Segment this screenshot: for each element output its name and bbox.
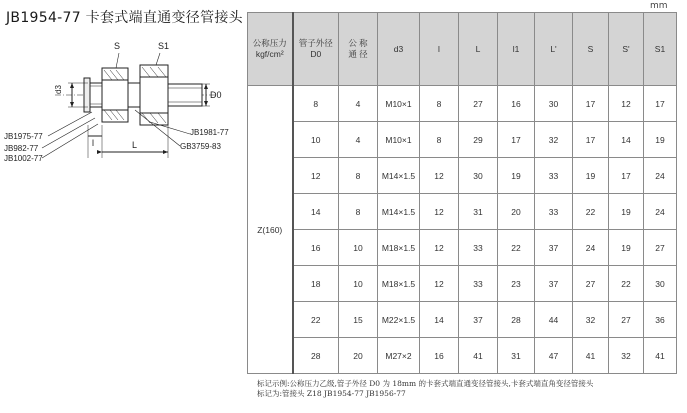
cell-l1: 19 bbox=[498, 158, 535, 194]
table-body bbox=[248, 86, 677, 374]
cell-od: 28 bbox=[293, 338, 339, 374]
cell-l1: 23 bbox=[498, 266, 535, 302]
fitting-drawing-svg bbox=[0, 28, 238, 188]
header-bore bbox=[339, 13, 378, 86]
header-pn-line1: 公称压力 bbox=[252, 38, 287, 48]
header-Lp: L' bbox=[535, 13, 573, 86]
cell-s: 27 bbox=[573, 266, 609, 302]
label-s1: S1 bbox=[158, 41, 170, 51]
cell-s1: 17 bbox=[644, 86, 677, 122]
table-header-row bbox=[248, 13, 677, 86]
cell-lp: 30 bbox=[535, 86, 573, 122]
cell-od: 8 bbox=[293, 86, 339, 122]
cell-lp: 37 bbox=[535, 230, 573, 266]
cell-lp: 33 bbox=[535, 158, 573, 194]
label-s: S bbox=[114, 41, 121, 51]
cell-s: 22 bbox=[573, 194, 609, 230]
cell-bore: 10 bbox=[339, 266, 378, 302]
header-od bbox=[293, 13, 339, 86]
cell-sp: 17 bbox=[609, 158, 644, 194]
cell-s1: 24 bbox=[644, 194, 677, 230]
cell-lp: 32 bbox=[535, 122, 573, 158]
cell-l: 14 bbox=[420, 302, 459, 338]
cell-s1: 30 bbox=[644, 266, 677, 302]
cell-d3: M27×2 bbox=[378, 338, 420, 374]
marking-notes bbox=[257, 379, 593, 399]
cell-sp: 12 bbox=[609, 86, 644, 122]
cell-l: 33 bbox=[459, 230, 498, 266]
unit-label: mm bbox=[650, 1, 668, 11]
table-row bbox=[248, 230, 677, 266]
label-d0: D0 bbox=[210, 90, 222, 100]
cell-l1: 17 bbox=[498, 122, 535, 158]
cell-lp: 37 bbox=[535, 266, 573, 302]
cell-sp: 27 bbox=[609, 302, 644, 338]
cell-d3: M10×1 bbox=[378, 122, 420, 158]
cell-od: 12 bbox=[293, 158, 339, 194]
table-row bbox=[248, 158, 677, 194]
cell-s: 41 bbox=[573, 338, 609, 374]
cell-s1: 36 bbox=[644, 302, 677, 338]
cell-l: 30 bbox=[459, 158, 498, 194]
header-od-line1: 管子外径 bbox=[298, 38, 333, 48]
cell-l: 33 bbox=[459, 266, 498, 302]
label-jb1981: JB1981-77 bbox=[190, 128, 229, 137]
cell-d3: M10×1 bbox=[378, 86, 420, 122]
cell-l1: 16 bbox=[498, 86, 535, 122]
label-d3: d3 bbox=[54, 85, 63, 94]
header-Sp: S' bbox=[609, 13, 644, 86]
cell-l: 16 bbox=[420, 338, 459, 374]
cell-bore: 8 bbox=[339, 158, 378, 194]
cell-lp: 33 bbox=[535, 194, 573, 230]
cell-bore: 8 bbox=[339, 194, 378, 230]
cell-od: 18 bbox=[293, 266, 339, 302]
page-title: JB1954-77 卡套式端直通变径管接头 bbox=[6, 10, 243, 26]
cell-l1: 22 bbox=[498, 230, 535, 266]
cell-l: 27 bbox=[459, 86, 498, 122]
header-d3: d3 bbox=[378, 13, 420, 86]
cell-lp: 44 bbox=[535, 302, 573, 338]
cell-l: 12 bbox=[420, 194, 459, 230]
cell-s: 17 bbox=[573, 86, 609, 122]
cell-l1: 31 bbox=[498, 338, 535, 374]
cell-l: 12 bbox=[420, 158, 459, 194]
cell-bore: 4 bbox=[339, 86, 378, 122]
pressure-cell: Z(160) bbox=[248, 86, 293, 374]
cell-od: 14 bbox=[293, 194, 339, 230]
cell-sp: 22 bbox=[609, 266, 644, 302]
cell-sp: 14 bbox=[609, 122, 644, 158]
cell-l: 8 bbox=[420, 86, 459, 122]
cell-d3: M18×1.5 bbox=[378, 230, 420, 266]
header-L: L bbox=[459, 13, 498, 86]
label-jb1975: JB1975-77 bbox=[4, 132, 43, 141]
cell-od: 22 bbox=[293, 302, 339, 338]
cell-s1: 27 bbox=[644, 230, 677, 266]
label-l-small: l bbox=[92, 138, 94, 148]
cell-lp: 47 bbox=[535, 338, 573, 374]
label-gb3759: GB3759-83 bbox=[180, 142, 221, 151]
cell-l: 31 bbox=[459, 194, 498, 230]
cell-bore: 15 bbox=[339, 302, 378, 338]
cell-bore: 20 bbox=[339, 338, 378, 374]
cell-bore: 10 bbox=[339, 230, 378, 266]
header-pn bbox=[248, 13, 293, 86]
cell-s1: 24 bbox=[644, 158, 677, 194]
table-row bbox=[248, 194, 677, 230]
label-jb982: JB982-77 bbox=[4, 144, 39, 153]
cell-sp: 19 bbox=[609, 194, 644, 230]
cell-d3: M22×1.5 bbox=[378, 302, 420, 338]
header-od-line2: D0 bbox=[310, 49, 322, 59]
header-S1: S1 bbox=[644, 13, 677, 86]
fitting-drawing bbox=[0, 28, 238, 188]
cell-l: 12 bbox=[420, 266, 459, 302]
cell-bore: 4 bbox=[339, 122, 378, 158]
table-row bbox=[248, 302, 677, 338]
label-l-big: L bbox=[132, 140, 138, 150]
header-bore-line1: 公 称 bbox=[348, 38, 368, 48]
cell-l: 12 bbox=[420, 230, 459, 266]
cell-d3: M14×1.5 bbox=[378, 158, 420, 194]
table-row bbox=[248, 122, 677, 158]
cell-l1: 28 bbox=[498, 302, 535, 338]
note-line-1: 标记示例:公称压力乙级,管子外径 D0 为 18mm 的卡套式端直通变径管接头,卡套式端直角变径管接头 bbox=[257, 379, 594, 388]
note-line-2: 标记为:管接头 Z18 JB1954-77 JB1956-77 bbox=[257, 389, 406, 398]
cell-s: 17 bbox=[573, 122, 609, 158]
cell-l1: 20 bbox=[498, 194, 535, 230]
cell-d3: M18×1.5 bbox=[378, 266, 420, 302]
cell-s: 32 bbox=[573, 302, 609, 338]
header-S: S bbox=[573, 13, 609, 86]
table-row bbox=[248, 86, 677, 122]
header-l: l bbox=[420, 13, 459, 86]
cell-d3: M14×1.5 bbox=[378, 194, 420, 230]
cell-l: 29 bbox=[459, 122, 498, 158]
table-row bbox=[248, 338, 677, 374]
cell-od: 10 bbox=[293, 122, 339, 158]
cell-s1: 19 bbox=[644, 122, 677, 158]
cell-s1: 41 bbox=[644, 338, 677, 374]
cell-l: 8 bbox=[420, 122, 459, 158]
cell-l: 37 bbox=[459, 302, 498, 338]
cell-s: 24 bbox=[573, 230, 609, 266]
table-row bbox=[248, 266, 677, 302]
header-pn-line2: kgf/cm² bbox=[255, 49, 284, 59]
cell-s: 19 bbox=[573, 158, 609, 194]
spec-table bbox=[247, 12, 677, 374]
cell-l: 41 bbox=[459, 338, 498, 374]
cell-sp: 32 bbox=[609, 338, 644, 374]
label-jb1002: JB1002-77 bbox=[4, 154, 43, 163]
cell-od: 16 bbox=[293, 230, 339, 266]
cell-sp: 19 bbox=[609, 230, 644, 266]
header-bore-line2: 通 径 bbox=[348, 49, 368, 59]
header-l1: l1 bbox=[498, 13, 535, 86]
